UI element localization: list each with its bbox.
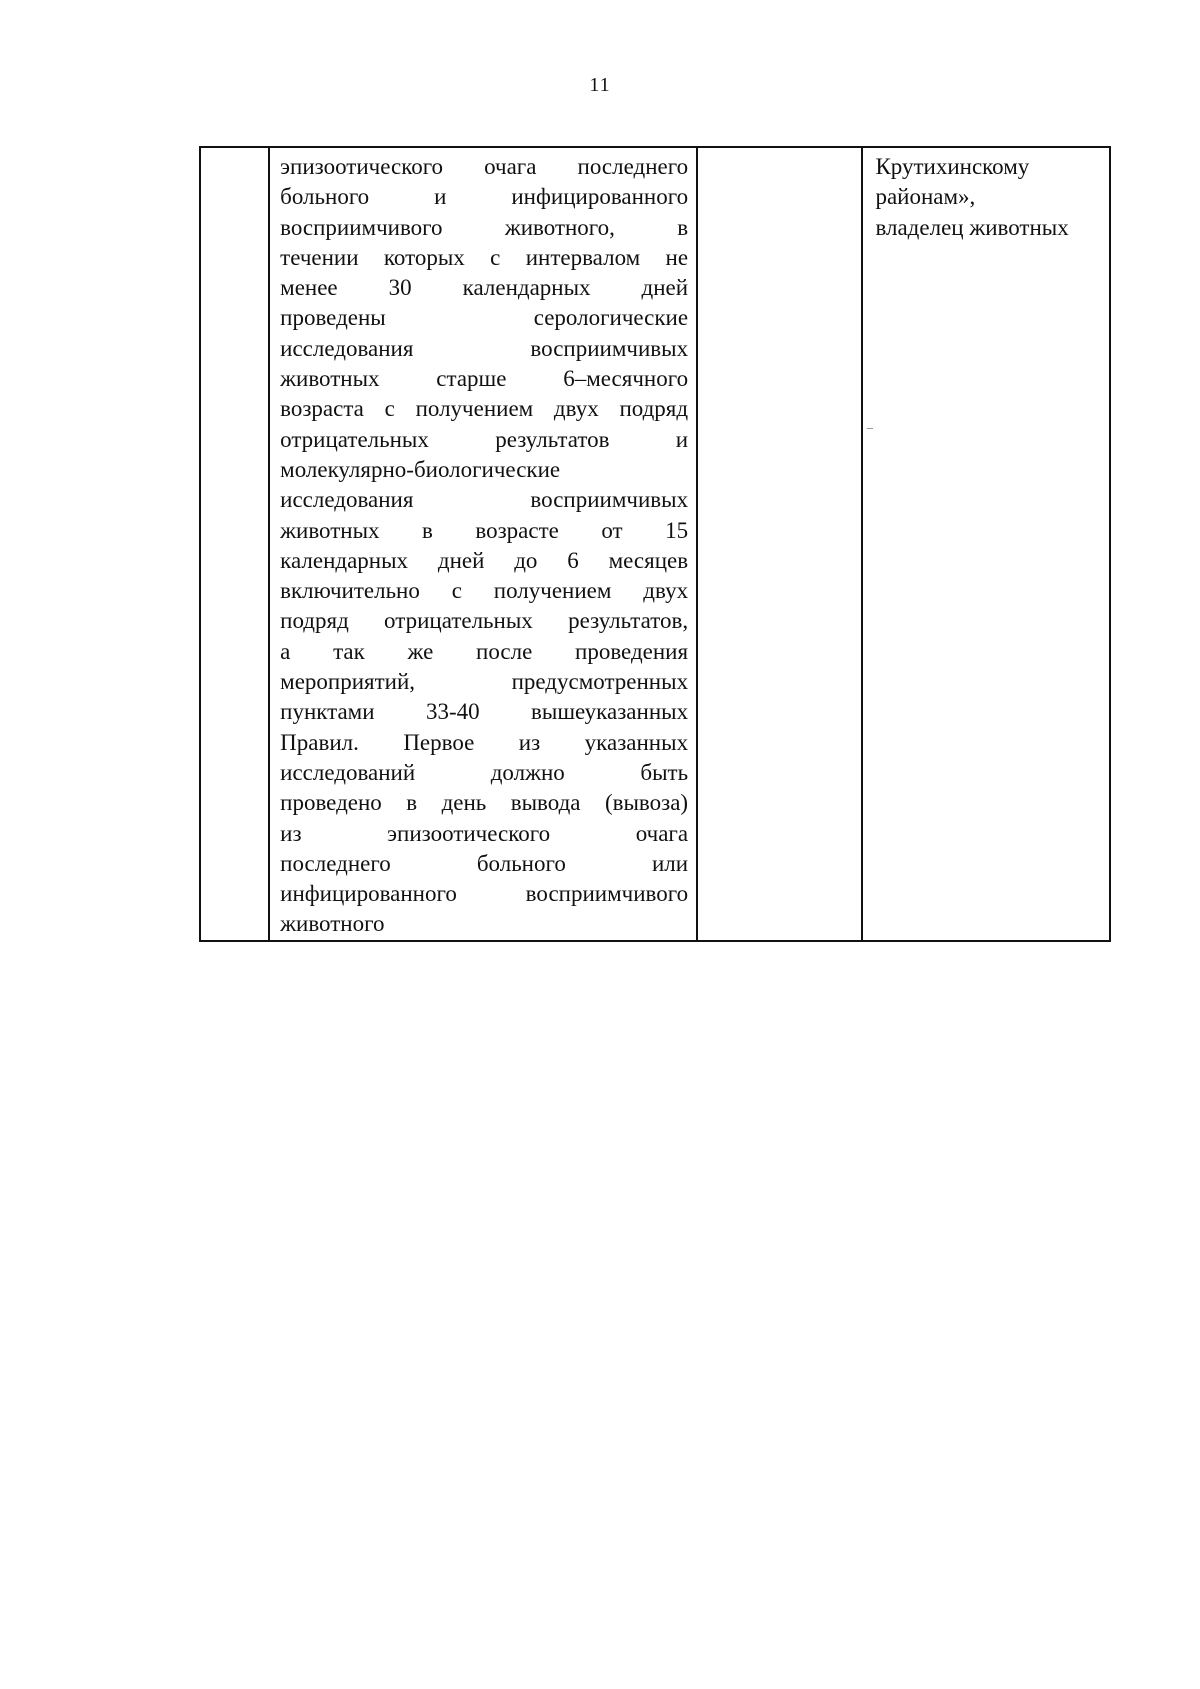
measures-table	[199, 146, 1111, 942]
description-line: исследований должно быть	[280, 759, 689, 785]
description-line: проведено в день вывода (вывоза)	[280, 790, 689, 816]
responsible-line: Крутихинскому	[875, 154, 1030, 179]
description-line: течении которых с интервалом не	[280, 244, 689, 270]
responsible-text	[863, 148, 1109, 243]
description-line: календарных дней до 6 месяцев	[280, 547, 689, 573]
description-line: подряд отрицательных результатов,	[280, 608, 689, 634]
measure-description-text	[270, 148, 696, 940]
description-line: пунктами 33-40 вышеуказанных	[280, 699, 689, 725]
responsible-cell	[862, 147, 1110, 941]
description-line: проведены серологические	[280, 305, 689, 331]
description-line: инфицированного восприимчивого	[280, 881, 689, 907]
measure-description-cell	[269, 147, 697, 941]
description-line: мероприятий, предусмотренных	[280, 669, 689, 695]
description-line: исследования восприимчивых	[280, 487, 689, 513]
description-line: животного	[280, 911, 385, 937]
description-line: последнего больного или	[280, 850, 689, 876]
description-line: молекулярно-биологические	[280, 456, 561, 482]
description-line: животных в возрасте от 15	[280, 517, 689, 543]
description-line: из эпизоотического очага	[280, 820, 689, 846]
number-cell	[200, 147, 269, 941]
responsible-line: районам»,	[875, 184, 976, 210]
responsible-line: владелец животных	[875, 214, 1069, 240]
description-line: больного и инфицированного	[280, 184, 689, 210]
description-line: животных старше 6–месячного	[280, 366, 689, 392]
scan-mark	[867, 428, 873, 429]
page-number: 11	[589, 74, 611, 96]
description-line: эпизоотического очага последнего	[280, 154, 689, 179]
description-line: менее 30 календарных дней	[280, 275, 689, 301]
term-cell	[697, 147, 862, 941]
description-line: исследования восприимчивых	[280, 335, 689, 361]
description-line: включительно с получением двух	[280, 578, 689, 604]
table-row	[200, 147, 1110, 941]
description-line: Правил. Первое из указанных	[280, 729, 689, 755]
description-line: возраста с получением двух подряд	[280, 396, 689, 422]
description-line: восприимчивого животного, в	[280, 214, 689, 240]
description-line: отрицательных результатов и	[280, 426, 689, 452]
description-line: а так же после проведения	[280, 638, 689, 664]
